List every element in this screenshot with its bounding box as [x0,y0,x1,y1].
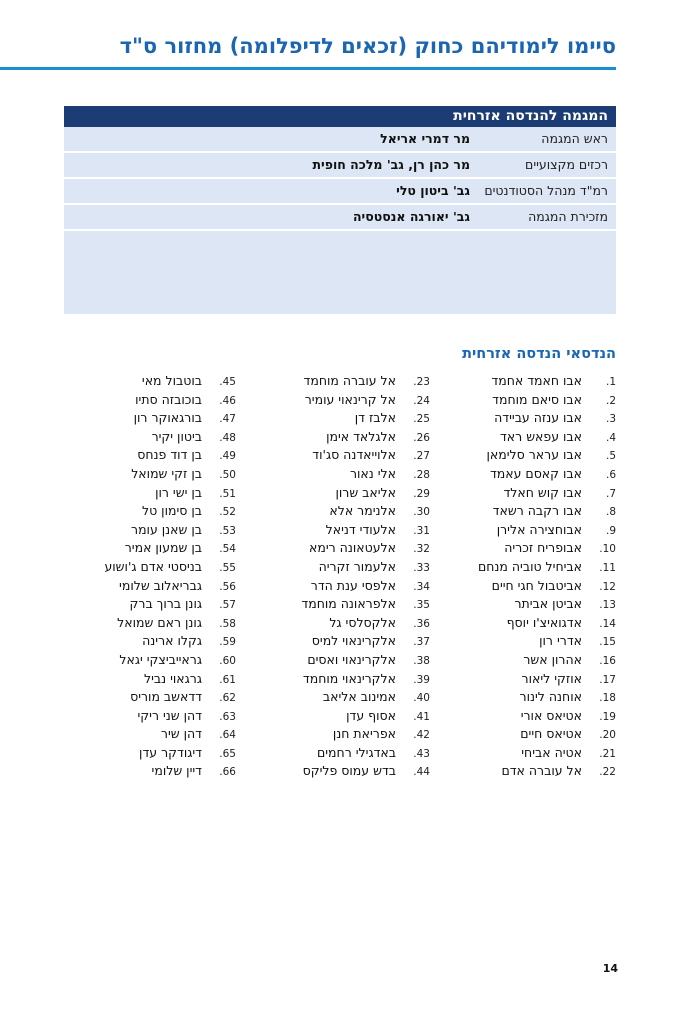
graduate-item [416,762,616,781]
graduate-number: 53. [219,524,236,537]
graduate-number: 7. [605,487,616,500]
graduate-item [230,762,430,781]
graduate-item [36,744,236,763]
staff-row [64,205,616,231]
graduate-number: 6. [605,468,616,481]
graduate-item [36,558,236,577]
graduate-name: אלפראונה מוחמד [301,596,396,612]
graduate-name: בן סימון טל [142,503,202,519]
graduate-name: אבו ענזה עביידה [494,410,582,426]
graduate-item [36,409,236,428]
graduate-number: 22. [599,766,616,779]
graduate-item [36,502,236,521]
graduate-item [36,670,236,689]
staff-heading: המגמה להנדסה אזרחית [64,106,616,127]
graduate-number: 9. [605,524,616,537]
graduate-name: אל עוברה מוחמד [303,373,396,388]
graduate-name: אבו סיאם מוחמד [492,391,582,407]
graduate-number: 60. [219,654,236,667]
graduate-item [36,651,236,670]
graduate-item [416,539,616,558]
graduate-number: 29. [413,487,430,500]
graduate-number: 11. [599,561,616,574]
graduate-number: 35. [413,599,430,612]
graduate-item [36,428,236,447]
graduate-item [416,707,616,726]
graduate-name: אל קרינאוי עומיר [304,391,396,407]
title-underline [0,67,616,70]
graduate-item [36,391,236,410]
graduate-number: 65. [219,747,236,760]
graduate-number: 8. [605,506,616,519]
graduate-number: 36. [413,617,430,630]
graduate-name: אלקרינאוי ואסים [307,651,396,667]
graduate-number: 21. [599,747,616,760]
graduate-number: 20. [599,729,616,742]
graduate-item [416,484,616,503]
graduate-number: 10. [599,543,616,556]
graduate-name: בן שאנן עומר [131,521,202,537]
graduate-name: אטיאס חיים [520,726,582,742]
graduate-name: אדגואיצ'ו יוסף [506,614,582,630]
graduate-name: אבו קוש חאלד [503,484,582,500]
graduate-name: אוחנה לינור [519,689,582,705]
graduate-item [36,688,236,707]
graduate-name: אביחיל טוביה מנחם [477,558,582,574]
staff-name: גב' ביטון טלי [396,183,470,198]
graduate-name: אבו חאמד אחמד [491,373,582,388]
graduate-number: 46. [219,394,236,407]
staff-name: מר דמרי אריאל [380,131,470,146]
graduate-number: 2. [605,394,616,407]
graduate-item [36,762,236,781]
staff-name: מר כהן רן, גב' מלכה חופית [312,157,470,172]
graduate-name: דהן שני ריקי [137,707,202,723]
graduate-item [416,577,616,596]
graduate-item [416,446,616,465]
graduate-item [230,725,430,744]
graduate-number: 40. [413,692,430,705]
graduate-number: 32. [413,543,430,556]
graduate-number: 43. [413,747,430,760]
graduate-item [416,409,616,428]
graduate-name: גבריאלוב שלומי [119,577,202,593]
graduate-name: ביטון יקיר [151,428,202,444]
graduate-name: בורגאוקר רון [133,410,202,426]
graduate-number: 55. [219,561,236,574]
graduate-item [230,409,430,428]
staff-name: גב' יאורגה אנסטסיה [352,209,470,224]
graduate-name: אבוחצירה אלירן [496,521,582,537]
graduate-number: 47. [219,413,236,426]
graduate-name: גראייביצקי יגאל [119,651,202,667]
graduate-item [230,670,430,689]
graduate-number: 4. [605,431,616,444]
graduate-name: אבו עראר סלימאן [486,447,582,463]
graduate-item [230,484,430,503]
graduate-item [416,521,616,540]
graduate-name: אביטן אביתר [514,596,582,612]
graduate-item [230,707,430,726]
graduate-number: 50. [219,468,236,481]
graduate-item [36,446,236,465]
graduate-item [416,595,616,614]
graduate-item [416,744,616,763]
graduate-number: 34. [413,580,430,593]
graduate-number: 41. [413,710,430,723]
graduate-item [230,558,430,577]
graduate-number: 24. [413,394,430,407]
graduate-number: 66. [219,766,236,779]
staff-row [64,179,616,205]
graduate-item [416,502,616,521]
graduates-column-3 [36,372,236,781]
graduate-item [230,595,430,614]
graduate-item [416,558,616,577]
graduate-name: אדרי רון [539,633,582,649]
graduate-name: גונן ברוך ברק [129,596,202,612]
graduate-name: אפריאת חנן [332,726,396,742]
graduate-number: 64. [219,729,236,742]
graduate-number: 5. [605,450,616,463]
graduate-name: באדגילי רחמים [316,744,396,760]
graduate-item [36,521,236,540]
graduate-name: גונן ראם שמואל [117,614,202,630]
graduate-item [36,539,236,558]
graduate-name: אלקרינאוי מוחמד [302,670,396,686]
graduates-heading: הנדסאי הנדסה אזרחית [462,346,616,362]
graduate-name: בן ישי רון [155,484,202,500]
graduate-item [230,465,430,484]
graduate-number: 12. [599,580,616,593]
graduate-name: אוזקי ליאור [521,670,582,686]
graduate-name: אטיה אביחי [521,744,582,760]
graduate-item [416,391,616,410]
graduate-item [230,632,430,651]
graduate-name: אבו רקבה רשאד [492,503,582,519]
graduate-name: אבו קאסם עאמד [489,465,582,481]
graduate-number: 17. [599,673,616,686]
graduate-name: דדאשב מוריס [130,689,202,705]
graduate-number: 45. [219,376,236,388]
graduate-number: 42. [413,729,430,742]
graduate-name: בן זקי שמואל [131,465,202,481]
graduate-name: אלוייאדנה סג'וד [312,447,396,463]
graduate-number: 19. [599,710,616,723]
graduate-name: אליאב שרון [335,484,396,500]
graduate-item [230,446,430,465]
graduate-number: 38. [413,654,430,667]
graduate-number: 15. [599,636,616,649]
graduate-name: אבופריח זכריה [504,540,582,556]
staff-box [64,106,616,314]
graduate-item [230,521,430,540]
graduate-item [416,725,616,744]
graduate-number: 13. [599,599,616,612]
graduate-name: אלעמור זקריה [318,558,396,574]
graduate-number: 61. [219,673,236,686]
graduate-item [416,670,616,689]
graduate-name: גרגאוי נביל [143,670,202,686]
graduate-number: 18. [599,692,616,705]
graduate-name: אטיאס אורי [520,707,582,723]
graduate-number: 3. [605,413,616,426]
graduate-name: אלפסי ענת הדר [310,577,396,593]
graduate-item [36,465,236,484]
graduate-item [36,632,236,651]
graduate-item [36,725,236,744]
graduate-item [36,372,236,391]
graduate-number: 52. [219,506,236,519]
staff-row [64,153,616,179]
graduate-name: בן שמעון אמיר [124,540,202,556]
graduate-number: 57. [219,599,236,612]
graduate-item [416,614,616,633]
page-number: 14 [602,962,618,975]
graduate-name: בוכובזה סתיו [135,391,202,407]
graduate-name: דיין שלומי [151,763,202,779]
graduate-item [230,539,430,558]
graduate-name: אמינוב אליאב [322,689,396,705]
graduate-name: בוטבול מאי [141,373,202,388]
graduate-name: בן דוד פנחס [137,447,202,463]
staff-row [64,127,616,153]
graduate-item [416,651,616,670]
graduate-number: 25. [413,413,430,426]
graduate-item [416,688,616,707]
graduate-item [230,372,430,391]
graduate-item [36,577,236,596]
graduate-number: 59. [219,636,236,649]
page-title: סיימו לימודיהם כחוק (זכאים לדיפלומה) מחזור ס"ד [119,34,616,58]
graduate-item [230,502,430,521]
graduate-item [230,391,430,410]
graduate-number: 27. [413,450,430,463]
graduate-number: 23. [413,376,430,388]
graduate-number: 54. [219,543,236,556]
graduate-number: 56. [219,580,236,593]
graduate-number: 48. [219,431,236,444]
graduate-name: אלעודי דניאל [325,521,396,537]
graduates-column-1 [416,372,616,781]
graduate-name: אלנימר אלא [329,503,396,519]
graduate-name: אביטבול חגי חיים [491,577,582,593]
graduate-number: 31. [413,524,430,537]
graduate-name: אלגלאד אימן [326,428,396,444]
graduate-item [36,614,236,633]
graduate-name: בדש עמוס פליקס [302,763,396,779]
graduate-number: 30. [413,506,430,519]
graduate-name: דיגודקר עדן [139,744,202,760]
graduate-name: אלבז דן [354,410,396,426]
graduate-item [36,484,236,503]
graduate-name: אלקסלסי גל [329,614,396,630]
graduate-name: אלי נאור [349,465,396,481]
graduate-item [230,651,430,670]
graduate-number: 33. [413,561,430,574]
graduate-item [416,465,616,484]
graduate-number: 49. [219,450,236,463]
graduate-number: 62. [219,692,236,705]
graduate-item [416,632,616,651]
graduate-name: אסוף עדן [346,707,396,723]
graduate-item [230,688,430,707]
graduate-item [230,428,430,447]
graduate-item [230,614,430,633]
graduate-number: 39. [413,673,430,686]
graduate-item [416,428,616,447]
graduate-item [36,595,236,614]
graduate-number: 51. [219,487,236,500]
graduate-number: 28. [413,468,430,481]
staff-role: רכזים מקצועיים [525,157,608,172]
graduate-number: 44. [413,766,430,779]
graduate-number: 58. [219,617,236,630]
staff-role: ראש המגמה [541,131,608,146]
graduate-name: אלעטאונה רימא [309,540,396,556]
graduate-number: 14. [599,617,616,630]
graduate-number: 1. [605,376,616,388]
graduate-name: דהן שיר [160,726,202,742]
graduate-item [36,707,236,726]
graduate-name: אהרון אשר [523,651,582,667]
graduate-name: אל עוברה אדם [501,763,582,779]
graduate-number: 63. [219,710,236,723]
graduate-name: אבו עפאש ראד [499,428,582,444]
graduate-name: בניסטי אדם ג'ושוע [104,558,202,574]
graduate-item [416,372,616,391]
staff-role: מזכירת המגמה [528,209,608,224]
graduate-name: אלקרינאוי למיס [311,633,396,649]
graduate-number: 26. [413,431,430,444]
graduate-number: 16. [599,654,616,667]
graduate-number: 37. [413,636,430,649]
graduate-item [230,577,430,596]
graduate-item [230,744,430,763]
staff-role: רמ"ד מנהל הסטודנטים [484,183,608,198]
graduate-name: גקלו ארינה [142,633,202,649]
graduates-column-2 [230,372,430,781]
